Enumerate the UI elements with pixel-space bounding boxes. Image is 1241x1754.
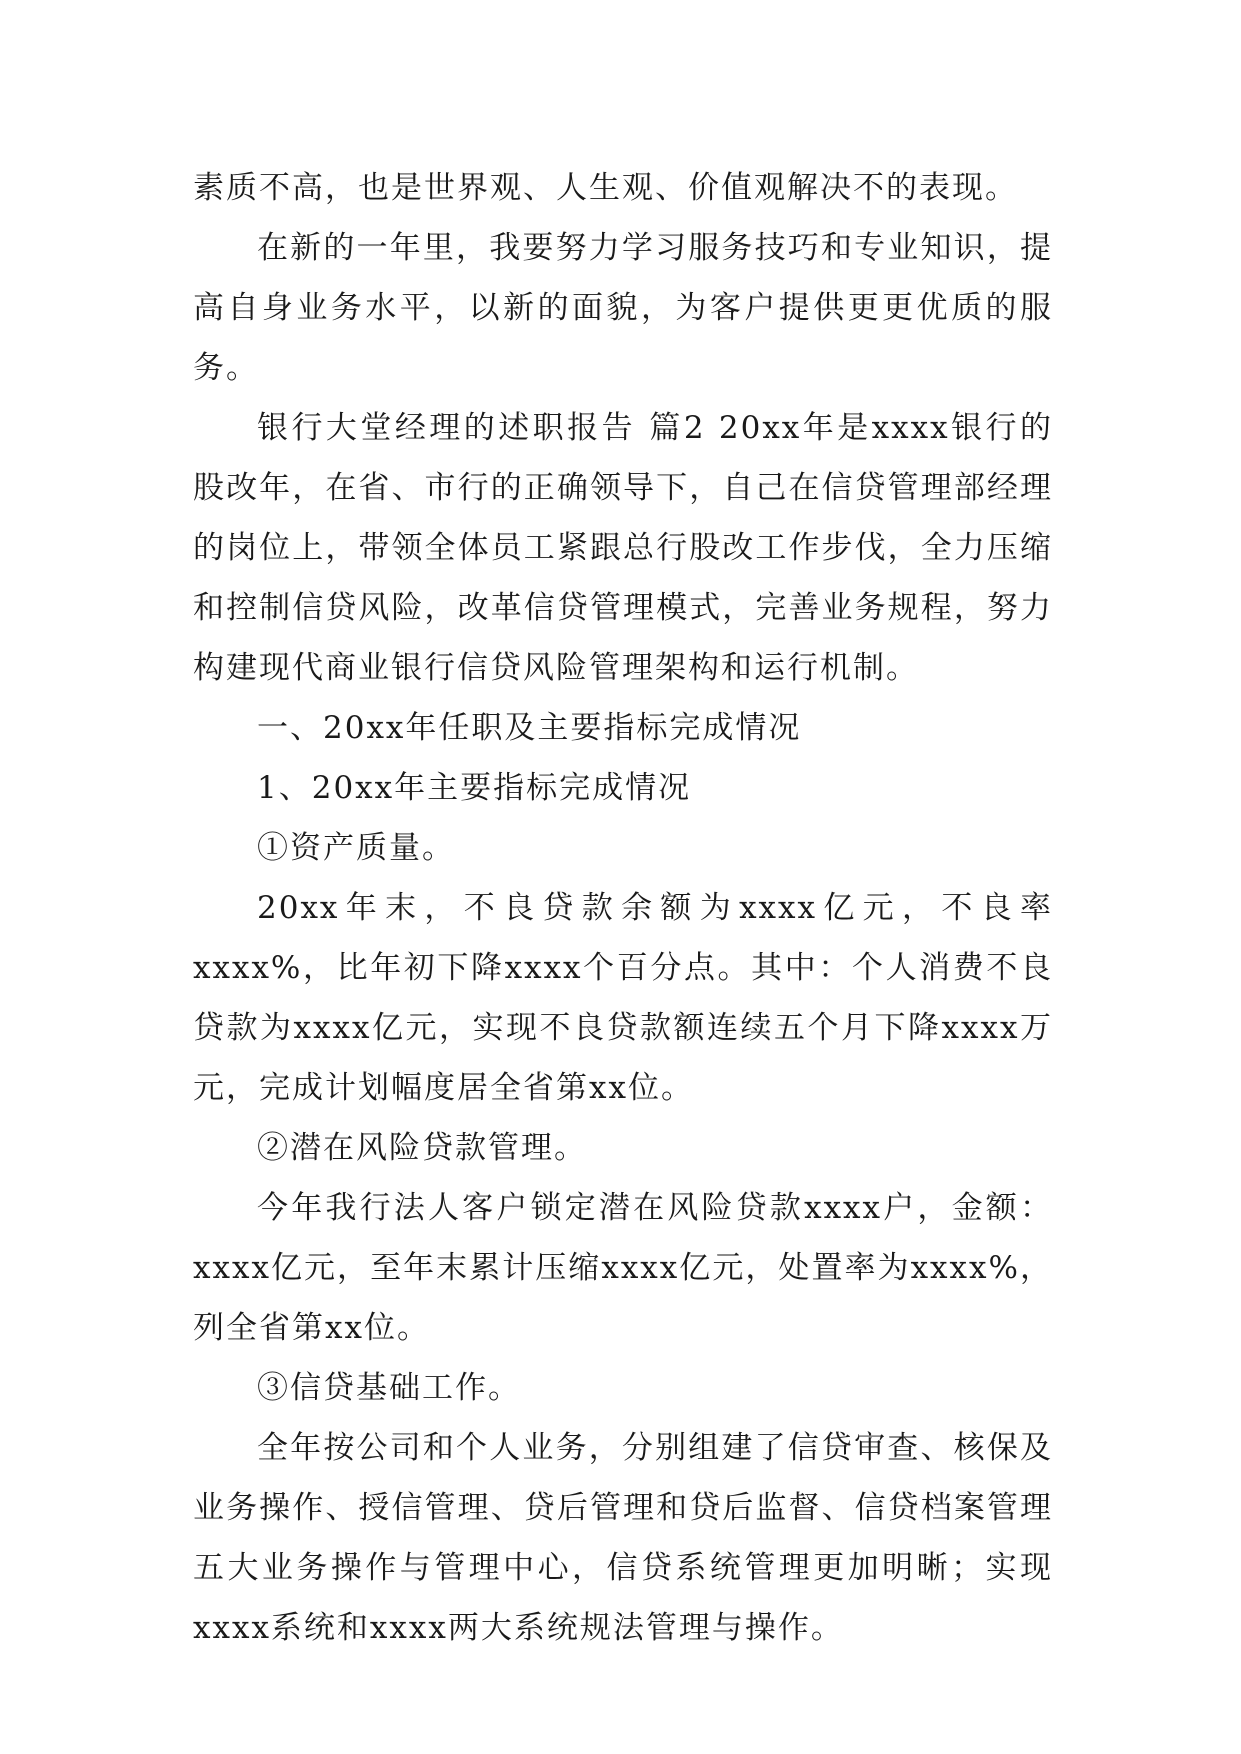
item-heading: ②潜在风险贷款管理。 [257, 1130, 587, 1166]
paragraph: 20xx年末，不良贷款余额为xxxx亿元，不良率xxxx%，比年初下降xxxx个百分点。其中：个人消费不良贷款为xxxx亿元，实现不良贷款额连续五个月下降xxxx万元，完成计划幅度居全省第xx位。 [193, 890, 1053, 1106]
item-heading: ①资产质量。 [257, 830, 455, 866]
document-body [193, 158, 1053, 1658]
section-heading: 一、20xx年任职及主要指标完成情况 [257, 710, 802, 746]
paragraph: 银行大堂经理的述职报告 篇2 20xx年是xxxx银行的股改年，在省、市行的正确领导下，自己在信贷管理部经理的岗位上，带领全体员工紧跟总行股改工作步伐，全力压缩和控制信贷风险，改革信贷管理模式，完善业务规程，努力构建现代商业银行信贷风险管理架构和运行机制。 [193, 410, 1053, 686]
paragraph: 全年按公司和个人业务，分别组建了信贷审查、核保及业务操作、授信管理、贷后管理和贷后监督、信贷档案管理五大业务操作与管理中心，信贷系统管理更加明晰；实现xxxx系统和xxxx两大系统规法管理与操作。 [193, 1430, 1053, 1646]
item-heading: ③信贷基础工作。 [257, 1370, 521, 1406]
subsection-heading: 1、20xx年主要指标完成情况 [257, 770, 692, 806]
paragraph: 在新的一年里，我要努力学习服务技巧和专业知识，提高自身业务水平，以新的面貌，为客户提供更更优质的服务。 [193, 230, 1053, 386]
paragraph: 素质不高，也是世界观、人生观、价值观解决不的表现。 [193, 170, 1018, 206]
paragraph: 今年我行法人客户锁定潜在风险贷款xxxx户，金额：xxxx亿元，至年末累计压缩xxxx亿元，处置率为xxxx%，列全省第xx位。 [193, 1190, 1053, 1346]
